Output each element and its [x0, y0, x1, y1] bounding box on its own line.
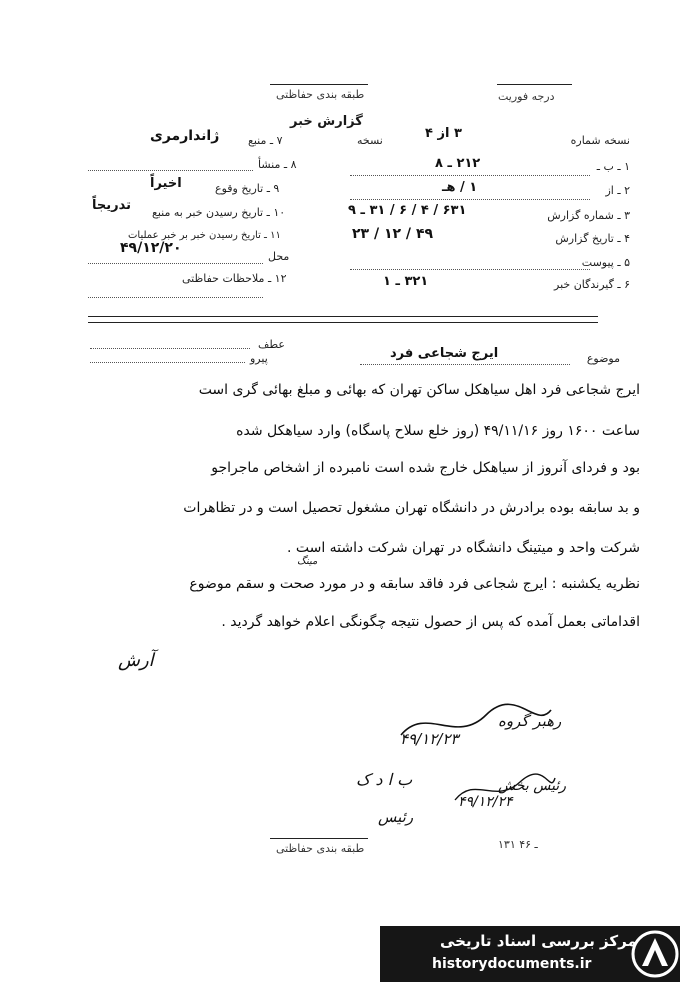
- field-6-value: ۳۲۱ ـ ۱: [383, 274, 429, 289]
- atf-label: عطف: [258, 338, 285, 351]
- field-6-label: ۶ ـ گیرندگان خبر: [554, 278, 630, 291]
- sig1-scribble: [396, 700, 556, 750]
- priority-label: درجه فوریت: [498, 90, 555, 103]
- field-11-value: ۴۹/۱۲/۲۰: [120, 240, 182, 256]
- divider-2: [88, 322, 598, 323]
- field-4-label: ۴ ـ تاریخ گزارش: [555, 232, 630, 245]
- copy-no-value: ۳ از ۴: [425, 126, 462, 141]
- field-3-label: ۳ ـ شماره گزارش: [547, 209, 630, 222]
- field-1-label: ۱ ـ ب ـ: [596, 160, 630, 173]
- field-11-dots: [88, 263, 263, 264]
- body-line-1: ایرج شجاعی فرد اهل سیاهکل ساکن تهران که بهائی و مبلغ بهائی گری است: [198, 382, 640, 398]
- sig1-name: رهبر گروه: [498, 712, 562, 730]
- field-10-value: تدریجاً: [92, 198, 132, 213]
- divider-1: [88, 316, 598, 317]
- sig2-date: ۴۹/۱۲/۲۴: [458, 794, 513, 810]
- field-12-dots: [88, 297, 263, 298]
- body-signature: آرش: [118, 650, 154, 671]
- field-2-label: ۲ ـ از: [605, 184, 630, 197]
- copy-no-label: نسخه شماره: [570, 134, 630, 147]
- field-8-label: ۸ ـ منشأ: [258, 158, 297, 171]
- field-2-dots: [350, 199, 590, 200]
- copy-label: نسخه: [357, 134, 383, 147]
- field-1-value: ۲۱۲ ـ ۸: [435, 156, 481, 171]
- sig1-date: ۴۹/۱۲/۲۳: [400, 730, 459, 748]
- field-5-label: ۵ ـ پیوست: [581, 256, 630, 269]
- field-8-dots: [88, 170, 253, 171]
- body-line-5: شرکت واحد و میتینگ دانشگاه در تهران شرکت داشته است .: [286, 540, 640, 556]
- field-9-value: اخیراً: [150, 176, 182, 191]
- sig3-name: ب ا د ک: [356, 770, 413, 789]
- subject-dots: [360, 364, 570, 365]
- watermark-logo-icon: [630, 928, 680, 980]
- atf-dots: [90, 348, 250, 349]
- body-line-7: اقداماتی بعمل آمده که پس از حصول نتیجه چگونگی اعلام خواهد گردید .: [221, 614, 640, 630]
- subject-label: موضوع: [586, 352, 620, 365]
- classification-top-line: [270, 84, 368, 85]
- field-1-dots: [350, 175, 590, 176]
- field-11-sub: محل: [268, 250, 290, 263]
- field-7-value: ژاندارمری: [150, 128, 220, 144]
- body-line-4: و بد سابقه بوده برادرش در دانشگاه تهران مشغول تحصیل است و در تظاهرات: [183, 500, 640, 516]
- watermark-url: historydocuments.ir: [432, 956, 592, 972]
- priority-line: [497, 84, 572, 85]
- sig2-scribble: [450, 770, 560, 810]
- field-4-value: ۴۹ / ۱۲ / ۲۳: [352, 226, 434, 242]
- field-2-value: ۱ / هـ: [442, 180, 478, 195]
- body-line-3: بود و فردای آنروز از سیاهکل خارج شده است نامبرده از اشخاص ماجراجو: [211, 460, 640, 476]
- sig3-title: رئیس: [378, 808, 414, 826]
- classification-bottom-line: [270, 838, 368, 839]
- sig2-name: رئیس بخش: [498, 778, 566, 794]
- body-insert-word: مینگ: [297, 556, 318, 567]
- body-line-6: نظریه یکشنبه : ایرج شجاعی فرد فاقد سابقه و در مورد صحت و سقم موضوع: [189, 576, 640, 592]
- field-9-label: ۹ ـ تاریخ وقوع: [215, 182, 280, 195]
- subject-value: ایرج شجاعی فرد: [390, 346, 499, 361]
- body-line-2: ساعت ۱۶۰۰ روز ۴۹/۱۱/۱۶ (روز خلع سلاح پاسگاه) وارد سیاهکل شده: [236, 423, 640, 439]
- field-3-value: ۶۳۱ / ۴ / ۶ / ۳۱ ـ ۹: [348, 203, 467, 218]
- field-12-label: ۱۲ ـ ملاحظات حفاظتی: [182, 272, 287, 285]
- classification-top: طبقه بندی حفاظتی: [276, 88, 365, 101]
- field-11-label: ۱۱ ـ تاریخ رسیدن خبر بر خبر عملیات: [128, 230, 281, 241]
- field-10-label: ۱۰ ـ تاریخ رسیدن خبر به منبع: [152, 206, 286, 219]
- document-title: گزارش خبر: [290, 114, 363, 129]
- classification-bottom: طبقه بندی حفاظتی: [276, 842, 365, 855]
- piro-dots: [90, 362, 245, 363]
- watermark-org-name: مرکز بررسی اسناد تاریخی: [440, 932, 637, 950]
- field-7-label: ۷ ـ منبع: [248, 134, 283, 147]
- field-5-dots: [350, 269, 590, 270]
- form-number: ۱۳۱ ـ ۴۶: [498, 838, 538, 851]
- piro-label: پیرو: [250, 352, 268, 365]
